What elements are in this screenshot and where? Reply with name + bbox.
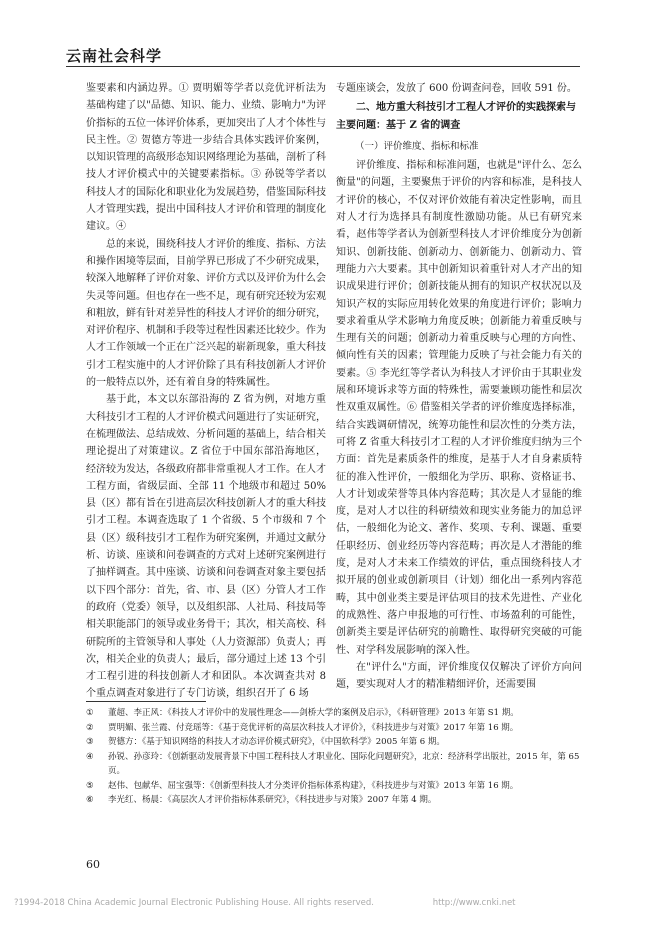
footnote: [86, 750, 586, 779]
footnote-text: 贾明媚、张兰霞、付竞瑶等：《基于竞优评析的高层次科技人才评价》，《科技进步与对策》2017 年第 16 期。: [108, 722, 519, 733]
footnote-text: 孙锐、孙彦玲：《创新驱动发展背景下中国工程科技人才职业化、国际化问题研究》，北京：经济科学出版社，2015 年，第 65 页。: [108, 751, 580, 776]
footnote-text: 赵伟、包献华、屈宝强等：《创新型科技人才分类评价指标体系构建》，《科技进步与对策》2013 年第 16 期。: [108, 780, 519, 791]
footnote-number: ①: [86, 708, 94, 718]
footnote-number: ④: [86, 751, 94, 762]
subsection-heading: （一）评价维度、指标和标准: [355, 140, 479, 152]
footnote-text: 董超、李正风：《科技人才评价中的发展性理念——剑桥大学的案例及启示》，《科研管理》2013 年第 S1 期。: [108, 708, 519, 718]
section-heading: 二、地方重大科技引才工程人才评价的实践探索与主要问题：基于 Z 省的调查: [336, 102, 576, 131]
footnote: [86, 793, 586, 808]
right-column: [336, 80, 582, 693]
paragraph: 评价维度、指标和标准问题，也就是"评什么、怎么衡量"的问题，主要聚焦于评价的内容和标准，是科技人才评价的核心，不仅对评价效能有着决定性影响，而且对人才行为选择具有制度性激励功能。从已有研究来看，赵伟等学者认为创新型科技人才评价维度分为创新知识、创新技能、创新动力、创新能力、创新动力、管理能力六大要素。其中创新知识着重针对人才产出的知识成果进行评价；创新技能从拥有的知识产权状况以及知识产权的实际应用转化效果的角度进行评价；影响力要求着重从学术影响力角度反映；创新能力着重反映与生理有关的问题；创新动力着重反映与心理的方向性、倾向性有关的因素；管理能力反映了与社会能力有关的要素。⑤ 李光红等学者认为科技人才评价由于其职业发展和环境诉求等方面的特殊性，需要兼顾功能性和层次性双重双属性。⑥ 借鉴相关学者的评价维度选择标准，结合实践调研情况，统筹功能性和层次性的分类方法，可将 Z 省重大科技引才工程的人才评价维度归纳为三个方面：首先是素质条件的维度，是基于人才自身素质特征的准入性评价，一般细化为学历、职称、资格证书、人才计划或荣誉等具体内容范畴；其次是人才显能的维度，是对人才以往的科研绩效和现实业务能力的加总评估，一般细化为论文、著作、奖项、专利、课题、重要任职经历、创业经历等内容范畴；再次是人才潜能的维度，是对人才未来工作绩效的评估，重点围绕科技人才拟开展的创业或创新项目（计划）细化出一系列内容范畴，其中创业类主要是评估项目的技术先进性、产业化的成熟性、落户申报地的可行性、市场盈利的可能性，创新类主要是评估研究的前瞻性、取得研究突破的可能性、对学科发展影响的深入性。: [336, 160, 582, 656]
paragraph: 专题座谈会，发放了 600 份调查问卷，回收 591 份。: [336, 83, 577, 94]
footnote-text: 贺德方：《基于知识网络的科技人才动态评价模式研究》，《中国软科学》2005 年第 6 期。: [108, 737, 445, 747]
header-divider: [66, 66, 580, 67]
copyright-url: http://www.cnki.net: [432, 898, 516, 908]
footnote: [86, 735, 586, 750]
footnote-number: ②: [86, 722, 94, 733]
journal-header: 云南社会科学: [66, 47, 163, 65]
copyright-text: ?1994-2018 China Academic Journal Electronic Publishing House. All rights reserved.: [14, 898, 374, 908]
footnote: [86, 721, 586, 736]
footnote-divider: [86, 701, 206, 702]
footnote-number: ⑤: [86, 780, 94, 791]
paragraph: 基于此，本文以东部沿海的 Z 省为例，对地方重大科技引才工程的人才评价模式问题进行了实证研究，在梳理做法、总结成效、分析问题的基础上，结合相关理论提出了对策建议。Z 省位于中国东部沿海地区，经济较为发达，各级政府都非常重视人才工作。在人才工程方面，省级层面、全部 11 个地级市和超过 50% 县（区）都有旨在引进高层次科技创新人才的重大科技引才工程。本调查选取了 1 个省级、5 个市级和 7 个县（区）级科技引才工程作为研究案例，并通过文献分析、访谈、座谈和问卷调查的方式对上述研究案例进行了抽样调查。其中座谈、访谈和问卷调查对象主要包括以下四个部分：首先，省、市、县（区）分管人才工作的政府（党委）领导，以及组织部、人社局、科技局等相关职能部门的领导或业务骨干；其次，相关高校、科研院所的主管领导和人事处（人力资源部）负责人；再次，相关企业的负责人；最后，部分通过上述 13 个引才工程引进的科技创新人才和团队。本次调查共对 8 个重点调查对象进行了专门访谈，组织召开了 6 场: [86, 394, 326, 700]
paragraph: 鉴要素和内涵边界。① 贾明媚等学者以竞优评析法为基础构建了以"品德、知识、能力、业绩、影响力"为评价指标的五位一体评价体系，更加突出了人才个体性与民主性。② 贺德方等进一步结合具体实践评价案例，以知识管理的高级形态知识网络理论为基础，剖析了科技人才评价模式中的关键要素指标。③ 孙锐等学者以科技人才的国际化和职业化为发展趋势，借鉴国际科技人才管理实践，提出中国科技人才评价和管理的制度化建议。④: [86, 83, 326, 233]
footnote: [86, 779, 586, 794]
footnote-number: ⑥: [86, 795, 94, 805]
footnote-text: 李光红、杨晨：《高层次人才评价指标体系研究》，《科技进步与对策》2007 年第 4 期。: [108, 795, 437, 805]
left-column: [86, 80, 326, 703]
page-number: 60: [86, 858, 100, 871]
paragraph: 在"评什么"方面，评价维度仅仅解决了评价方向问题，要实现对人才的精准精细评价，还需要围: [336, 661, 582, 691]
paragraph: 总的来说，围绕科技人才评价的维度、指标、方法和操作困境等层面，目前学界已形成了不少研究成果，较深入地解释了评价对象、评价方式以及评价为什么会失灵等问题。但也存在一些不足，现有研究还较为宏观和粗放，鲜有针对差异性的科技人才评价的细分研究，对评价程序、机制和手段等过程性因素还比较少。作为人才工作领域一个正在广泛兴起的崭新现象，重大科技引才工程实施中的人才评价除了具有科技创新人才评价的一般特点以外，还有着自身的特殊属性。: [86, 238, 326, 389]
footnotes: [86, 706, 586, 808]
copyright-line: [14, 898, 634, 908]
footnote: [86, 706, 586, 721]
footnote-number: ③: [86, 737, 94, 747]
